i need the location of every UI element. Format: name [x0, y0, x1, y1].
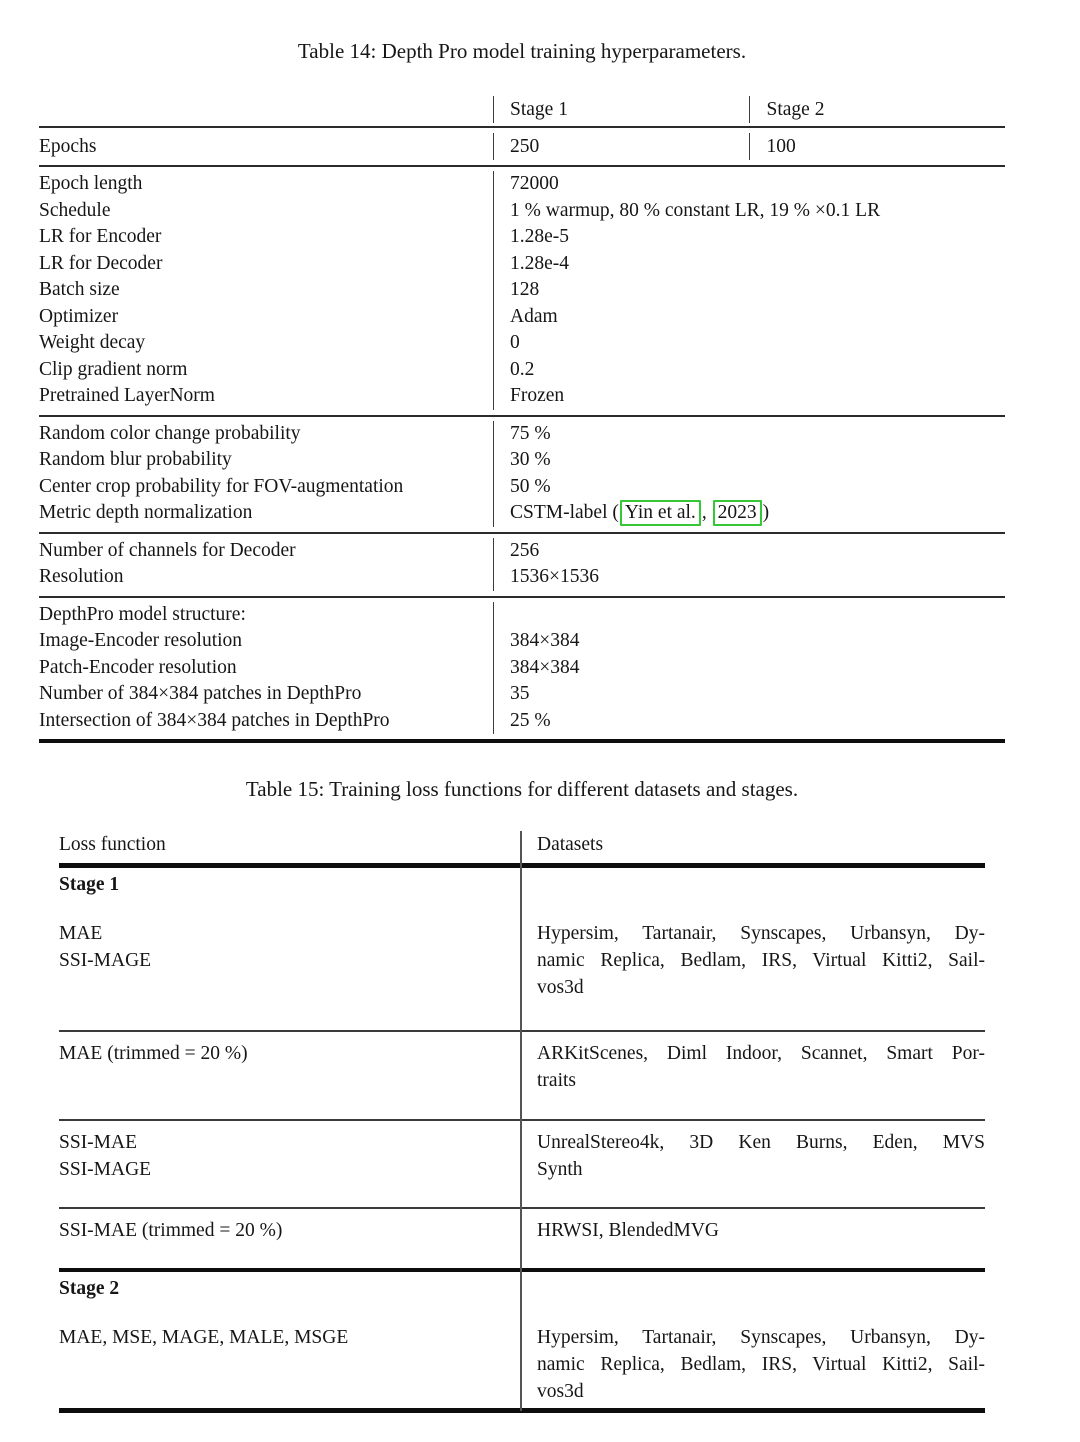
row-value: 30 %: [510, 449, 551, 470]
row-value: 35: [510, 683, 530, 704]
table-15: [59, 776, 985, 1413]
dataset-line: Hypersim, Tartanair, Synscapes, Urbansyn, Dy-: [537, 923, 985, 944]
column-header-datasets: Datasets: [537, 834, 604, 855]
loss-cell: [59, 920, 520, 1001]
row-label: Epochs: [39, 136, 97, 157]
dataset-line: traits: [537, 1070, 576, 1091]
column-separator: [520, 831, 522, 1411]
loss-cell: [59, 1129, 520, 1183]
epochs-row: [39, 128, 1005, 165]
row-label: Random blur probability: [39, 449, 232, 470]
row-value: 384×384: [510, 630, 580, 651]
datasets-cell: [520, 1324, 985, 1405]
table-15-header-row: [59, 831, 985, 863]
loss-line: SSI-MAE: [59, 1132, 138, 1153]
label-column: [39, 538, 493, 591]
row-label: Pretrained LayerNorm: [39, 385, 215, 406]
column-header-loss-function: Loss function: [59, 834, 166, 855]
dataset-line: Synth: [537, 1159, 583, 1180]
datasets-cell: [520, 920, 985, 1001]
loss-cell: [59, 1217, 520, 1244]
augmentation-block: [39, 417, 1005, 532]
label-column: [39, 171, 493, 410]
value-column: [493, 421, 1005, 527]
row-label: Epoch length: [39, 173, 143, 194]
row-value: 75 %: [510, 422, 551, 444]
row-value: 0.2: [510, 358, 535, 380]
row-label: LR for Encoder: [39, 226, 162, 247]
datasets-cell: [520, 1040, 985, 1094]
citation-suffix: ): [762, 502, 770, 523]
dataset-line: Hypersim, Tartanair, Synscapes, Urbansyn, Dy-: [537, 1327, 985, 1348]
row-value: Frozen: [510, 385, 565, 406]
value-column: [493, 602, 1005, 735]
label-column: [39, 602, 493, 735]
table-15-caption: Table 15: Training loss functions for different datasets and stages.: [245, 777, 799, 801]
citation-row-value: [510, 500, 1005, 527]
row-label: Patch-Encoder resolution: [39, 656, 237, 678]
model-structure-block: [39, 598, 1005, 740]
row-label: Number of channels for Decoder: [39, 539, 296, 561]
row-label: Schedule: [39, 199, 111, 221]
row-label: Weight decay: [39, 332, 146, 353]
stage2-heading: Stage 2: [59, 1278, 120, 1299]
datasets-cell: [520, 1217, 985, 1244]
label-column: [39, 421, 493, 527]
value-column: [493, 538, 1005, 591]
dataset-line: vos3d: [537, 977, 584, 998]
row-label: Number of 384×384 patches in DepthPro: [39, 683, 362, 704]
decoder-block: [39, 534, 1005, 596]
table-14: [39, 38, 1005, 743]
row-value: [510, 602, 1005, 629]
dataset-line: namic Replica, Bedlam, IRS, Virtual Kitti2, Sail-: [537, 1354, 985, 1375]
table-row: [59, 1032, 985, 1119]
row-value: 1.28e-5: [510, 226, 570, 247]
row-label: Metric depth normalization: [39, 502, 253, 523]
table-14-header-spacer: [39, 96, 493, 123]
citation-separator: ,: [701, 502, 712, 523]
row-label: Intersection of 384×384 patches in DepthPro: [39, 709, 390, 731]
row-value: 1536×1536: [510, 566, 599, 587]
row-value: 384×384: [510, 656, 580, 678]
loss-line: MAE, MSE, MAGE, MALE, MSGE: [59, 1327, 349, 1348]
optimization-block: [39, 167, 1005, 415]
table-row: [59, 1302, 985, 1408]
loss-line: MAE (trimmed = 20 %): [59, 1043, 248, 1064]
table-14-header-row: [39, 92, 1005, 126]
dataset-line: ARKitScenes, Diml Indoor, Scannet, Smart Por-: [537, 1043, 985, 1064]
row-value: 50 %: [510, 475, 551, 497]
row-value: Adam: [510, 305, 558, 327]
loss-line: SSI-MAGE: [59, 1159, 152, 1180]
citation-year-link[interactable]: 2023: [713, 500, 762, 526]
dataset-line: UnrealStereo4k, 3D Ken Burns, Eden, MVS: [537, 1132, 985, 1153]
row-label: Center crop probability for FOV-augmentation: [39, 475, 404, 497]
citation-prefix: CSTM-label (: [510, 502, 619, 523]
table-row: [59, 1121, 985, 1207]
row-value: 72000: [510, 173, 559, 194]
epochs-stage2-value: 100: [749, 133, 1006, 160]
table-row: [59, 898, 985, 1030]
row-label: Optimizer: [39, 305, 119, 327]
loss-cell: [59, 1040, 520, 1094]
loss-line: SSI-MAE (trimmed = 20 %): [59, 1220, 283, 1241]
row-value: 1.28e-4: [510, 252, 570, 274]
stage1-heading: Stage 1: [59, 874, 120, 895]
dataset-line: vos3d: [537, 1381, 584, 1402]
row-value: 128: [510, 279, 540, 300]
column-header-stage1: Stage 1: [493, 96, 749, 123]
value-column: [493, 171, 1005, 410]
row-label: Image-Encoder resolution: [39, 630, 243, 651]
row-value: 1 % warmup, 80 % constant LR, 19 % ×0.1 LR: [510, 199, 881, 221]
row-label: Clip gradient norm: [39, 358, 188, 380]
loss-line: SSI-MAGE: [59, 950, 152, 971]
table-14-caption: Table 14: Depth Pro model training hyperparameters.: [297, 39, 747, 63]
table-bottom-rule: [39, 739, 1005, 743]
row-label: Batch size: [39, 279, 120, 300]
loss-cell: [59, 1324, 520, 1405]
row-value: 25 %: [510, 709, 551, 731]
row-value: 0: [510, 332, 520, 353]
dataset-line: namic Replica, Bedlam, IRS, Virtual Kitti2, Sail-: [537, 950, 985, 971]
table-bottom-rule: [59, 1408, 985, 1413]
column-header-stage2: Stage 2: [749, 96, 1006, 123]
datasets-cell: [520, 1129, 985, 1183]
row-label: LR for Decoder: [39, 252, 163, 274]
row-label: Random color change probability: [39, 422, 301, 444]
row-label: Resolution: [39, 566, 124, 587]
loss-line: MAE: [59, 923, 103, 944]
table-row: [59, 1209, 985, 1268]
citation-author-link[interactable]: Yin et al.: [620, 500, 701, 526]
epochs-stage1-value: 250: [493, 133, 749, 160]
row-value: 256: [510, 539, 540, 561]
row-label: DepthPro model structure:: [39, 603, 246, 625]
dataset-line: HRWSI, BlendedMVG: [537, 1220, 719, 1241]
